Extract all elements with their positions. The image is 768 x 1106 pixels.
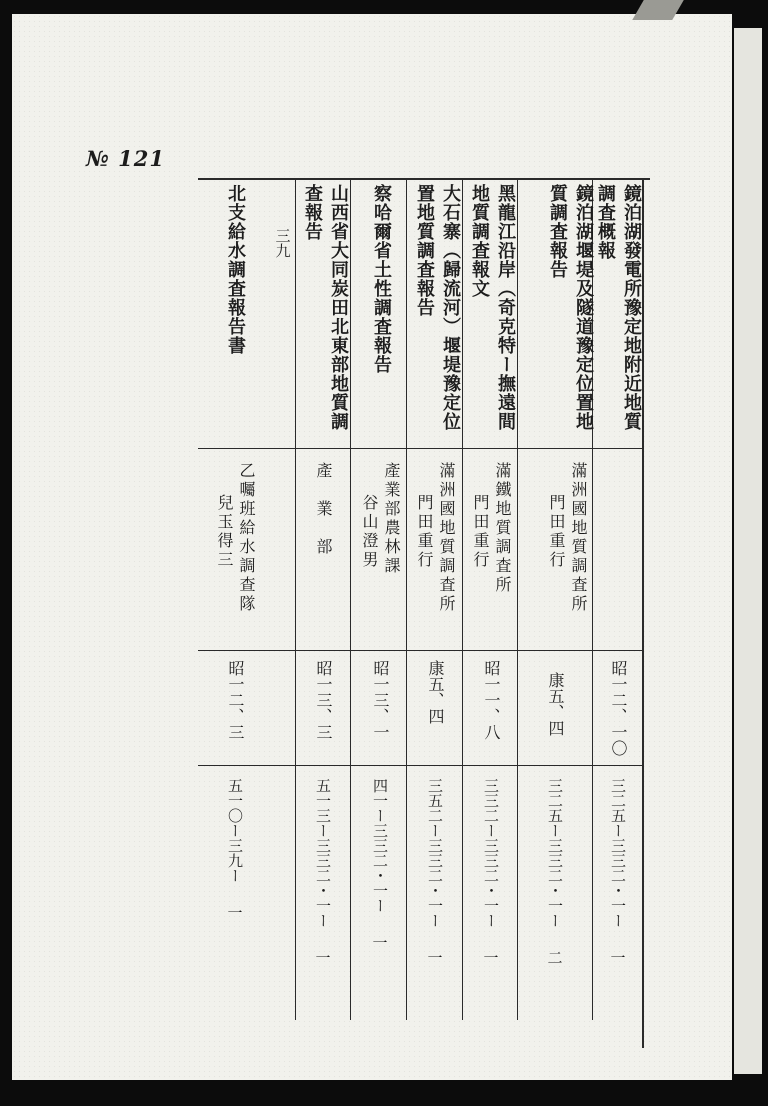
title-line: 鏡泊湖堰堤及隧道豫定位置地 [573, 184, 594, 431]
classification-end: 一 [370, 935, 389, 950]
classification-end: 一 [608, 950, 627, 965]
title-line: 黑龍江沿岸（奇克特ー撫遠間 [495, 184, 516, 431]
organization: 滿洲國地質調査所 [569, 462, 588, 614]
organization: 產業部 [314, 462, 333, 576]
classification-end: 一 [425, 950, 444, 965]
title-cell [412, 184, 462, 431]
date: 康五、四 [546, 672, 565, 736]
organization: 滿洲國地質調査所 [437, 462, 456, 614]
classification-code: 三三二ー三三二・一ー [482, 778, 500, 928]
row-divider [517, 178, 518, 1020]
row-divider [406, 178, 407, 1020]
table-top-border [198, 178, 650, 180]
classification-end: 一 [481, 950, 500, 965]
column-divider [198, 765, 644, 766]
organization: 乙囑班給水調查隊 [237, 462, 256, 614]
title-line: 地質調査報文 [469, 184, 490, 298]
classification-code: 五一〇ー三九ー [226, 778, 244, 883]
title-line: 北支給水調査報告書 [225, 184, 246, 355]
organization: 產業部農林課 [382, 462, 401, 576]
date: 昭一二、三 [226, 660, 245, 740]
row-divider [350, 178, 351, 1020]
author-name: 門田重行 [415, 494, 434, 570]
title-cell [467, 184, 517, 431]
title-line: 調査概報 [595, 184, 616, 260]
date: 昭一三、三 [314, 660, 333, 740]
author-cell [545, 462, 589, 614]
classification-code: 三二五ー三三二・一ー [546, 778, 564, 928]
title-cell [545, 184, 595, 431]
column-divider [198, 448, 644, 449]
author-cell [358, 462, 402, 576]
author-name: 門田重行 [471, 494, 490, 570]
organization: 滿鐵地質調査所 [493, 462, 512, 595]
author-cell [469, 462, 513, 595]
title-line: 置地質調査報告 [414, 184, 435, 317]
title-line: 鏡泊湖發電所豫定地附近地質 [621, 184, 642, 431]
classification-end: 一 [225, 905, 244, 920]
classification-end: 一 [313, 950, 332, 965]
row-label: 三九 [273, 228, 292, 258]
title-cell [593, 184, 643, 431]
date: 昭一二、一〇 [609, 660, 628, 756]
author-name: 谷山澄男 [360, 494, 379, 570]
title-line: 查報告 [302, 184, 323, 241]
title-line: 大石寨（歸流河）堰堤豫定位 [440, 184, 461, 431]
title-line: 察哈爾省土性調査報告 [371, 184, 392, 374]
author-cell [213, 462, 257, 614]
classification-code: 三二五ー三三二・一ー [609, 778, 627, 928]
author-cell [413, 462, 457, 614]
classification-code: 五一三ー三三二・一ー [314, 778, 332, 928]
page-edge [734, 28, 762, 1074]
row-divider [295, 178, 296, 1020]
column-divider [198, 650, 644, 651]
title-line: 質調査報告 [547, 184, 568, 279]
document-number: № 121 [86, 146, 165, 171]
row-divider [462, 178, 463, 1020]
author-name: 兒玉得三 [215, 494, 234, 570]
date: 康五、四 [426, 660, 445, 724]
classification-end: 二 [545, 950, 564, 965]
title-line: 山西省大同炭田北東部地質調 [328, 184, 349, 431]
author-name: 門田重行 [547, 494, 566, 570]
date: 昭一一、八 [482, 660, 501, 740]
date: 昭一三、一 [371, 660, 390, 740]
classification-code: 三五二ー三三二・一ー [426, 778, 444, 928]
classification-code: 四一ー三三二・一ー [371, 778, 389, 913]
